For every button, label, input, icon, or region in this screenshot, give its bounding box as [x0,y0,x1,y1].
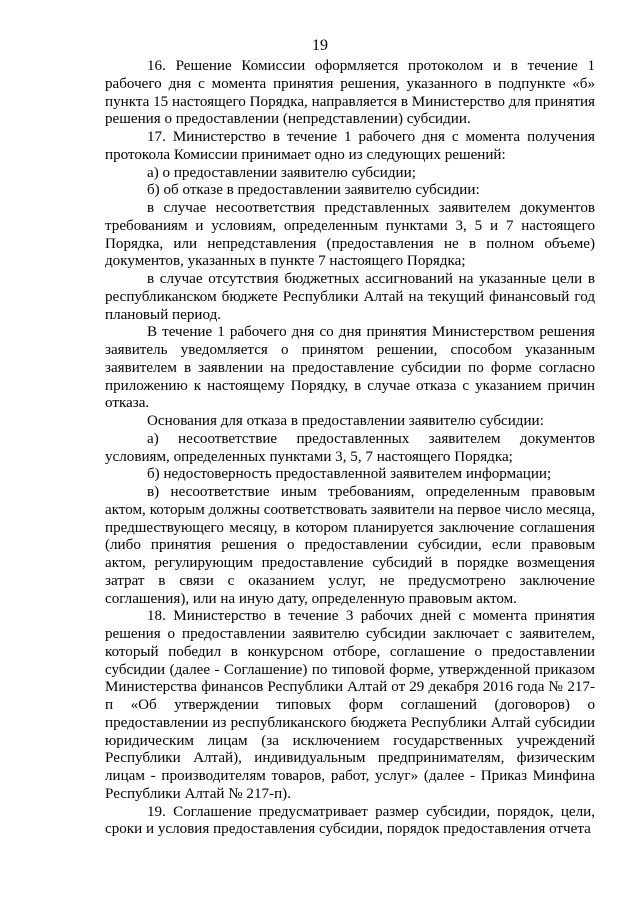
document-body [105,58,595,839]
refusal-case-budget: в случае отсутствия бюджетных ассигнований на указанные цели в республиканском бюджете Республики Алтай на текущий финансовый год плановый период. [105,271,595,323]
refusal-grounds-heading: Основания для отказа в предоставлении заявителю субсидии: [147,413,544,429]
refusal-ground-a: а) несоответствие предоставленных заявителем документов условиям, определенных пунктами 3, 5, 7 настоящего Порядка; [105,430,595,465]
paragraph-17: 17. Министерство в течение 1 рабочего дня с момента получения протокола Комиссии принимает одно из следующих решений: [105,129,595,163]
refusal-ground-b: б) недостоверность предоставленной заявителем информации; [147,466,552,483]
refusal-ground-c: в) несоответствие иным требованиям, определенным правовым актом, которым должны соответствовать заявители на первое число месяца, предшествующего месяцу, в котором планируется заключение соглашения (либо принятия решения о предоставлении субсидии, если правовым актом, регулирующим предоставление субсидий в порядке возмещения затрат в связи с оказанием услуг, не предусмотрено заключение соглашения), или на иную дату, определенную правовым актом. [105,484,595,607]
list-item-b: б) об отказе в предоставлении заявителю субсидии: [147,182,480,199]
paragraph-16: 16. Решение Комиссии оформляется протоколом и в течение 1 рабочего дня с момента принятия решения, указанного в подпункте «б» пункта 15 настоящего Порядка, направляется в Министерство для принятия решения о предоставлении (непредставлении) субсидии. [105,58,595,128]
refusal-case-documents: в случае несоответствия представленных заявителем документов требованиям и условиям, определенным пунктами 3, 5 и 7 настоящего Порядка, или непредставления (предоставления не в полном объеме) документов, указанных в пункте 7 настоящего Порядка; [105,200,595,270]
notification-paragraph: В течение 1 рабочего дня со дня принятия Министерством решения заявитель уведомляется о принятом решении, способом указанным заявителем в заявлении на предоставление субсидии по форме согласно приложению к настоящему Порядку, в случае отказа с указанием причин отказа. [105,324,595,412]
list-item-a: а) о предоставлении заявителю субсидии; [147,164,416,181]
paragraph-19: 19. Соглашение предусматривает размер субсидии, порядок, цели, сроки и условия предоставления субсидии, порядок предоставления отчета [105,803,595,838]
page-number: 19 [312,37,328,54]
paragraph-18: 18. Министерство в течение 3 рабочих дней с момента принятия решения о предоставлении заявителю субсидии заключает с заявителем, который победил в конкурсном отборе, соглашение о предоставлении субсидии (далее - Соглашение) по типовой форме, утвержденной приказом Министерства финансов Республики Алтай от 29 декабря 2016 года № 217-п «Об утверждении типовых форм соглашений (договоров) о предоставлении из республиканского бюджета Республики Алтай субсидии юридическим лицам (за исключением государственных учреждений Республики Алтай), индивидуальным предпринимателям, физическим лицам - производителям товаров, работ, услуг» (далее - Приказ Минфина Республики Алтай № 217-п). [105,608,595,802]
